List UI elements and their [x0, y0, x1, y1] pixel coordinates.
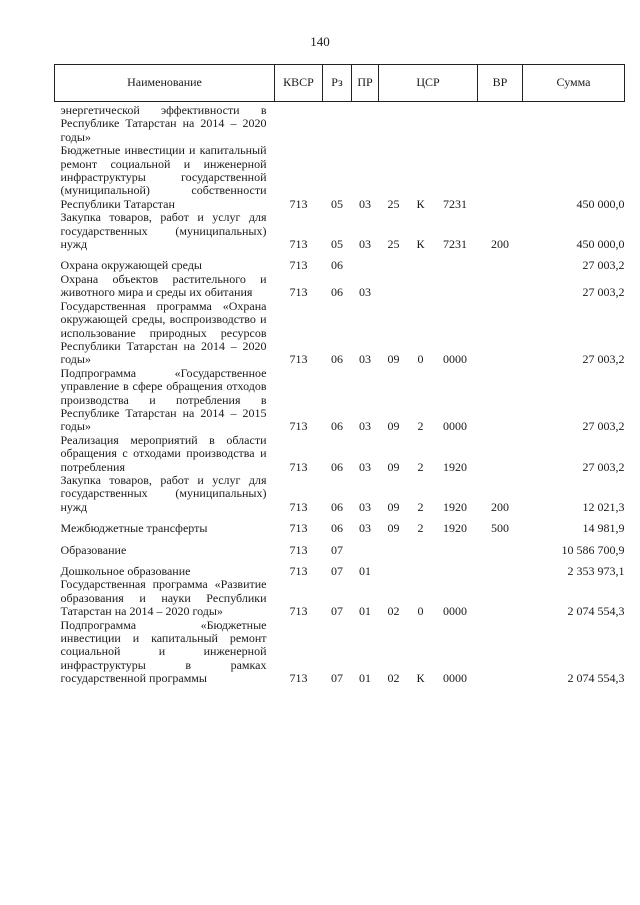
cell-name: Бюджетные инвестиции и капитальный ремонт социальной и инженерной инфраструктуры государственной (муниципальной) собственности Республики Татарстан	[60, 143, 267, 211]
cell-pr: 01	[359, 604, 371, 619]
cell-pr	[352, 102, 379, 145]
cell-vr	[478, 557, 523, 578]
cell-rz: 06	[331, 258, 343, 273]
column-header-sum: Сумма	[523, 65, 625, 102]
cell-csr-direction: 1920	[443, 521, 467, 536]
column-header-csr: ЦСР	[379, 65, 478, 102]
cell-csr	[379, 300, 478, 367]
cell-rz: 07	[331, 542, 343, 557]
column-header-kvsr: КВСР	[275, 65, 323, 102]
cell-sum: 12 021,3	[582, 499, 625, 514]
cell-name: Подпрограмма «Государственное управление в сфере обращения отходов производства и потребления в Республике Татарстан на 2014 – 2015 годы»	[60, 365, 267, 434]
column-header-vr: ВР	[478, 65, 523, 102]
cell-sum: 2 074 554,3	[567, 671, 625, 686]
table-row	[55, 557, 625, 578]
cell-sum: 450 000,0	[576, 196, 625, 211]
table-row	[55, 273, 625, 300]
page-number: 140	[310, 34, 330, 49]
cell-csr-direction: 1920	[443, 459, 467, 474]
cell-csr-subprogram: 2	[417, 459, 424, 474]
column-header-name: Наименование	[55, 65, 275, 102]
table-header-row	[55, 65, 625, 102]
cell-csr	[379, 273, 478, 300]
cell-kvsr: 713	[289, 521, 308, 536]
cell-rz: 06	[331, 352, 343, 367]
cell-csr-direction: 0000	[443, 604, 467, 619]
cell-csr	[379, 144, 478, 211]
cell-name: Охрана объектов растительного и животного мира и среды их обитания	[60, 271, 267, 300]
cell-vr	[478, 300, 523, 367]
cell-sum: 450 000,0	[576, 237, 625, 252]
cell-kvsr: 713	[289, 258, 308, 273]
cell-name: Подпрограмма «Бюджетные инвестиции и капитальный ремонт социальной и инженерной инфраструктуры в рамках государственной программы	[60, 617, 267, 686]
cell-csr	[379, 251, 478, 272]
cell-name: Реализация мероприятий в области обращения с отходами производства и потребления	[60, 432, 267, 474]
cell-sum: 27 003,2	[582, 352, 625, 367]
cell-pr: 03	[359, 285, 371, 300]
cell-sum: 27 003,2	[582, 285, 625, 300]
cell-name: Закупка товаров, работ и услуг для государственных (муниципальных) нужд	[60, 210, 267, 252]
cell-csr-program: 09	[387, 459, 400, 474]
cell-name: Государственная программа «Развитие образования и науки Республики Татарстан на 2014 – 2020 годы»	[60, 577, 267, 619]
cell-csr-direction: 7231	[443, 196, 467, 211]
cell-rz: 07	[331, 604, 343, 619]
cell-pr: 03	[359, 196, 371, 211]
cell-vr	[478, 578, 523, 618]
cell-name: Закупка товаров, работ и услуг для государственных (муниципальных) нужд	[60, 472, 267, 514]
cell-csr	[379, 102, 478, 145]
cell-csr-direction: 0000	[443, 352, 467, 367]
cell-vr	[478, 536, 523, 557]
column-header-rz: Рз	[323, 65, 352, 102]
cell-csr-subprogram: 2	[417, 499, 424, 514]
table-row	[55, 102, 625, 145]
cell-csr-program: 09	[387, 521, 400, 536]
cell-kvsr: 713	[289, 196, 308, 211]
cell-vr	[478, 619, 523, 686]
cell-csr-subprogram: К	[416, 237, 425, 252]
cell-sum: 27 003,2	[582, 419, 625, 434]
cell-csr	[379, 557, 478, 578]
cell-sum: 10 586 700,9	[561, 542, 625, 557]
cell-pr: 03	[359, 237, 371, 252]
cell-kvsr	[275, 102, 323, 145]
cell-kvsr: 713	[289, 237, 308, 252]
cell-sum: 27 003,2	[582, 258, 625, 273]
cell-csr	[379, 536, 478, 557]
cell-csr-subprogram: К	[416, 671, 425, 686]
cell-pr: 01	[359, 671, 371, 686]
cell-vr	[478, 251, 523, 272]
cell-pr: 03	[359, 459, 371, 474]
table-row	[55, 211, 625, 251]
cell-rz: 06	[331, 459, 343, 474]
cell-csr	[379, 211, 478, 251]
cell-rz: 06	[331, 499, 343, 514]
cell-rz: 07	[331, 564, 343, 578]
table-row	[55, 578, 625, 618]
table-row	[55, 619, 625, 686]
cell-vr	[478, 367, 523, 434]
cell-sum: 2 353 973,1	[567, 564, 625, 578]
cell-csr-subprogram: 2	[417, 521, 424, 536]
cell-pr: 03	[359, 521, 371, 536]
table-body	[55, 102, 625, 686]
cell-kvsr: 713	[289, 285, 308, 300]
cell-rz: 05	[331, 237, 343, 252]
cell-kvsr: 713	[289, 604, 308, 619]
column-header-pr: ПР	[352, 65, 379, 102]
cell-kvsr: 713	[289, 352, 308, 367]
cell-sum: 14 981,9	[582, 521, 625, 536]
table-row	[55, 251, 625, 272]
cell-csr-program: 02	[387, 604, 400, 619]
cell-sum	[523, 102, 625, 145]
cell-csr-direction: 0000	[443, 419, 467, 434]
cell-vr: 200	[491, 499, 509, 514]
table-row	[55, 474, 625, 514]
cell-pr: 03	[359, 352, 371, 367]
cell-name: Охрана окружающей среды	[60, 258, 202, 273]
cell-kvsr: 713	[289, 564, 308, 578]
budget-table	[54, 64, 625, 686]
cell-kvsr: 713	[289, 499, 308, 514]
cell-csr-subprogram: 2	[417, 419, 424, 434]
table-row	[55, 300, 625, 367]
table-row	[55, 144, 625, 211]
cell-kvsr: 713	[289, 459, 308, 474]
cell-rz	[323, 102, 352, 145]
cell-sum: 27 003,2	[582, 459, 625, 474]
cell-csr-program: 09	[387, 352, 400, 367]
cell-vr	[478, 434, 523, 474]
cell-csr-subprogram: 0	[417, 604, 424, 619]
cell-kvsr: 713	[289, 671, 308, 686]
cell-rz: 06	[331, 521, 343, 536]
cell-rz: 07	[331, 671, 343, 686]
cell-csr-direction: 1920	[443, 499, 467, 514]
cell-rz: 06	[331, 419, 343, 434]
cell-name: Государственная программа «Охрана окружающей среды, воспроизводство и использование природных ресурсов Республики Татарстан на 2014 – 2020 годы»	[60, 298, 267, 367]
cell-vr	[478, 273, 523, 300]
table-row	[55, 514, 625, 535]
cell-vr	[478, 144, 523, 211]
cell-pr: 01	[359, 564, 371, 578]
cell-rz: 06	[331, 285, 343, 300]
cell-csr	[379, 474, 478, 514]
cell-csr-subprogram: К	[416, 196, 425, 211]
cell-csr-program: 02	[387, 671, 400, 686]
cell-csr-program: 25	[387, 196, 400, 211]
cell-name: Образование	[60, 542, 127, 557]
cell-csr	[379, 434, 478, 474]
cell-kvsr: 713	[289, 542, 308, 557]
cell-csr-program: 25	[387, 237, 400, 252]
cell-vr	[478, 102, 523, 145]
cell-pr	[352, 251, 379, 272]
cell-csr	[379, 367, 478, 434]
cell-rz: 05	[331, 196, 343, 211]
table-row	[55, 434, 625, 474]
cell-pr: 03	[359, 499, 371, 514]
cell-kvsr: 713	[289, 419, 308, 434]
cell-csr-subprogram: 0	[417, 352, 424, 367]
table-row	[55, 536, 625, 557]
cell-pr: 03	[359, 419, 371, 434]
cell-csr-program: 09	[387, 419, 400, 434]
table-row	[55, 367, 625, 434]
cell-pr	[352, 536, 379, 557]
cell-sum: 2 074 554,3	[567, 604, 625, 619]
cell-name: энергетической эффективности в Республике Татарстан на 2014 – 2020 годы»	[60, 103, 267, 144]
cell-csr-program: 09	[387, 499, 400, 514]
cell-vr: 500	[491, 521, 509, 536]
cell-csr-direction: 0000	[443, 671, 467, 686]
cell-csr-direction: 7231	[443, 237, 467, 252]
cell-csr	[379, 619, 478, 686]
cell-csr	[379, 578, 478, 618]
cell-csr	[379, 514, 478, 535]
cell-vr: 200	[491, 237, 509, 252]
cell-name: Межбюджетные трансферты	[60, 521, 208, 536]
cell-name: Дошкольное образование	[60, 564, 191, 578]
